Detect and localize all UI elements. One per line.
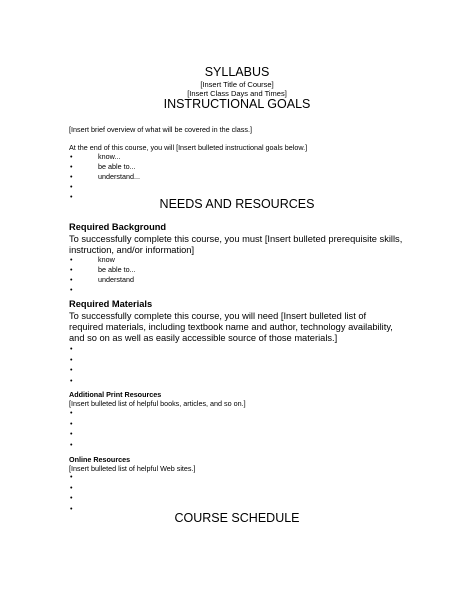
materials-bullet-list	[70, 344, 98, 386]
required-materials-heading: Required Materials	[69, 299, 153, 309]
list-item: • be able to...	[70, 162, 136, 171]
class-days-placeholder: [Insert Class Days and Times]	[187, 89, 287, 98]
bullet-icon: •	[70, 285, 73, 294]
list-item	[70, 344, 98, 355]
list-item: • know...	[70, 152, 121, 161]
bullet-icon: •	[70, 418, 73, 428]
list-item	[70, 376, 98, 387]
online-resources-heading: Online Resources	[69, 455, 131, 464]
bullet-icon: •	[70, 408, 73, 417]
list-item	[70, 493, 98, 504]
bullet-icon: •	[70, 182, 73, 191]
list-item	[70, 285, 136, 295]
bullet-icon: •	[70, 482, 73, 492]
additional-print-text: [Insert bulleted list of helpful books, articles, and so on.]	[69, 399, 246, 408]
list-item	[70, 365, 98, 376]
list-item	[70, 355, 98, 366]
goals-overview: [Insert brief overview of what will be covered in the class.]	[69, 125, 252, 134]
required-materials-text-line1: To successfully complete this course, you will need [Insert bulleted list of	[69, 311, 367, 321]
list-item: • understand...	[70, 172, 140, 181]
list-item	[70, 182, 140, 192]
online-bullet-list	[70, 472, 98, 514]
instructional-goals-heading: INSTRUCTIONAL GOALS	[163, 97, 311, 111]
bullet-icon: •	[70, 493, 73, 502]
bullet-icon: •	[70, 162, 73, 171]
bullet-icon: •	[70, 344, 73, 353]
bullet-icon: •	[70, 172, 73, 181]
bullet-icon: •	[70, 365, 73, 374]
bullet-icon: •	[70, 354, 73, 364]
bullet-icon: •	[70, 152, 73, 161]
required-materials-text-line2: required materials, including textbook name and author, technology availability,	[69, 322, 393, 332]
required-materials-text-line3: and so on as well as easily accessible source of those materials.]	[69, 333, 338, 343]
print-bullet-list	[70, 408, 98, 450]
required-background-text-line1: To successfully complete this course, you must [Insert bulleted prerequisite skills,	[69, 234, 403, 244]
bullet-icon: •	[70, 275, 73, 284]
additional-print-heading: Additional Print Resources	[69, 390, 162, 399]
bullet-icon: •	[70, 255, 73, 264]
list-item: • know	[70, 255, 115, 264]
course-title-placeholder: [Insert Title of Course]	[200, 80, 274, 89]
list-item	[70, 472, 98, 483]
list-item: • understand	[70, 275, 134, 284]
list-item: • be able to...	[70, 265, 136, 274]
bullet-icon: •	[70, 439, 73, 449]
list-item	[70, 483, 98, 494]
background-bullet-list	[70, 255, 136, 295]
bullet-icon: •	[70, 265, 73, 274]
bullet-icon: •	[70, 192, 73, 201]
required-background-text-line2: instruction, and/or information]	[69, 245, 195, 255]
online-resources-text: [Insert bulleted list of helpful Web sites.]	[69, 464, 196, 473]
required-background-heading: Required Background	[69, 222, 167, 232]
needs-resources-heading: NEEDS AND RESOURCES	[159, 197, 315, 211]
goals-intro: At the end of this course, you will [Insert bulleted instructional goals below.]	[69, 143, 308, 152]
goals-bullet-list	[70, 152, 140, 202]
syllabus-title: SYLLABUS	[204, 65, 270, 79]
bullet-icon: •	[70, 472, 73, 481]
list-item	[70, 419, 98, 430]
list-item	[70, 440, 98, 451]
bullet-icon: •	[70, 503, 73, 513]
bullet-icon: •	[70, 429, 73, 438]
bullet-icon: •	[70, 375, 73, 385]
list-item	[70, 429, 98, 440]
course-schedule-heading: COURSE SCHEDULE	[174, 511, 300, 525]
list-item	[70, 408, 98, 419]
